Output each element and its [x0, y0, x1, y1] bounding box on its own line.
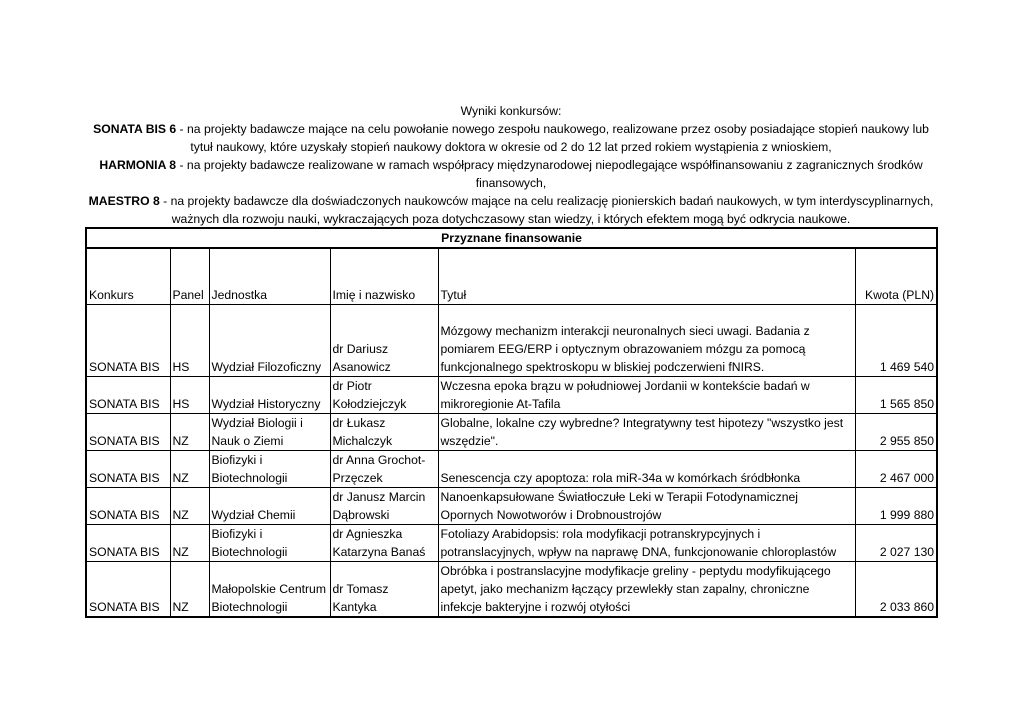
table-row: [86, 305, 937, 377]
cell-amount: 1 565 850: [855, 377, 937, 414]
cell-amount: 1 999 880: [855, 488, 937, 525]
cell-name: dr Anna Grochot-Przęczek: [330, 451, 438, 488]
column-header-amount: Kwota (PLN): [855, 248, 937, 305]
results-table: [85, 227, 938, 618]
cell-jednostka: Wydział Historyczny: [209, 377, 330, 414]
column-header-jednostka: Jednostka: [209, 248, 330, 305]
cell-panel: HS: [170, 305, 209, 377]
cell-title: Senescencja czy apoptoza: rola miR-34a w komórkach śródbłonka: [438, 451, 855, 488]
cell-name: dr Janusz Marcin Dąbrowski: [330, 488, 438, 525]
table-title: Przyznane finansowanie: [86, 228, 937, 248]
cell-name: dr Dariusz Asanowicz: [330, 305, 438, 377]
cell-jednostka: Biofizyki i Biotechnologii: [209, 525, 330, 562]
cell-konkurs: SONATA BIS: [86, 377, 170, 414]
cell-name: dr Piotr Kołodziejczyk: [330, 377, 438, 414]
competition-description: - na projekty badawcze mające na celu powołanie nowego zespołu naukowego, realizowane przez osoby posiadające stopień naukowy lub tytuł naukowy, które uzyskały stopień naukowy doktora w okresie od 2 do 12 lat przed rokiem wystąpienia z wnioskiem,: [176, 122, 929, 154]
cell-panel: HS: [170, 377, 209, 414]
cell-panel: NZ: [170, 525, 209, 562]
competition-name: HARMONIA 8: [99, 158, 177, 172]
table-row: [86, 525, 937, 562]
table-row: [86, 451, 937, 488]
cell-jednostka: Wydział Chemii: [209, 488, 330, 525]
cell-name: dr Agnieszka Katarzyna Banaś: [330, 525, 438, 562]
cell-jednostka: Wydział Biologii i Nauk o Ziemi: [209, 414, 330, 451]
column-header-title: Tytuł: [438, 248, 855, 305]
cell-title: Globalne, lokalne czy wybredne? Integratywny test hipotezy "wszystko jest wszędzie".: [438, 414, 855, 451]
cell-jednostka: Biofizyki i Biotechnologii: [209, 451, 330, 488]
cell-name: dr Tomasz Kantyka: [330, 562, 438, 618]
cell-panel: NZ: [170, 414, 209, 451]
table-row: [86, 562, 937, 618]
column-header-row: [86, 248, 937, 305]
cell-jednostka: Małopolskie Centrum Biotechnologii: [209, 562, 330, 618]
cell-konkurs: SONATA BIS: [86, 414, 170, 451]
intro-header: [86, 102, 936, 228]
cell-panel: NZ: [170, 488, 209, 525]
cell-panel: NZ: [170, 562, 209, 618]
column-header-konkurs: Konkurs: [86, 248, 170, 305]
cell-konkurs: SONATA BIS: [86, 305, 170, 377]
table-row: [86, 488, 937, 525]
table-row: [86, 377, 937, 414]
competition-description: - na projekty badawcze realizowane w ramach współpracy międzynarodowej niepodlegające współfinansowaniu z zagranicznych środków finansowych,: [176, 158, 923, 190]
cell-konkurs: SONATA BIS: [86, 451, 170, 488]
intro-heading: Wyniki konkursów:: [460, 104, 562, 118]
intro-paragraph-harmonia: [86, 156, 936, 192]
cell-amount: 2 467 000: [855, 451, 937, 488]
column-header-name: Imię i nazwisko: [330, 248, 438, 305]
cell-konkurs: SONATA BIS: [86, 525, 170, 562]
cell-title: Fotoliazy Arabidopsis: rola modyfikacji potranskrypcyjnych i potranslacyjnych, wpływ na naprawę DNA, funkcjonowanie chloroplastów: [438, 525, 855, 562]
cell-konkurs: SONATA BIS: [86, 562, 170, 618]
cell-name: dr Łukasz Michalczyk: [330, 414, 438, 451]
cell-amount: 1 469 540: [855, 305, 937, 377]
intro-paragraph-sonata: [86, 120, 936, 156]
cell-konkurs: SONATA BIS: [86, 488, 170, 525]
competition-description: - na projekty badawcze dla doświadczonych naukowców mające na celu realizację pionierskich badań naukowych, w tym interdyscyplinarnych, ważnych dla rozwoju nauki, wykraczających poza dotychczasowy stan wiedzy, i których efektem mogą być odkrycia naukowe.: [159, 194, 934, 226]
cell-amount: 2 955 850: [855, 414, 937, 451]
intro-paragraph-maestro: [86, 192, 936, 228]
cell-title: Obróbka i postranslacyjne modyfikacje greliny - peptydu modyfikującego apetyt, jako mechanizm łączący przewlekły stan zapalny, chroniczne infekcje bakteryjne i rozwój otyłości: [438, 562, 855, 618]
cell-title: Wczesna epoka brązu w południowej Jordanii w kontekście badań w mikroregionie At-Tafila: [438, 377, 855, 414]
cell-title: Mózgowy mechanizm interakcji neuronalnych sieci uwagi. Badania z pomiarem EEG/ERP i optycznym obrazowaniem mózgu za pomocą funkcjonalnego spektroskopu w bliskiej podczerwieni fNIRS.: [438, 305, 855, 377]
table-row: [86, 414, 937, 451]
competition-name: SONATA BIS 6: [93, 122, 177, 136]
cell-amount: 2 033 860: [855, 562, 937, 618]
cell-panel: NZ: [170, 451, 209, 488]
competition-name: MAESTRO 8: [88, 194, 160, 208]
column-header-panel: Panel: [170, 248, 209, 305]
cell-jednostka: Wydział Filozoficzny: [209, 305, 330, 377]
cell-title: Nanoenkapsułowane Światłoczułe Leki w Terapii Fotodynamicznej Opornych Nowotworów i Drobnoustrojów: [438, 488, 855, 525]
cell-amount: 2 027 130: [855, 525, 937, 562]
